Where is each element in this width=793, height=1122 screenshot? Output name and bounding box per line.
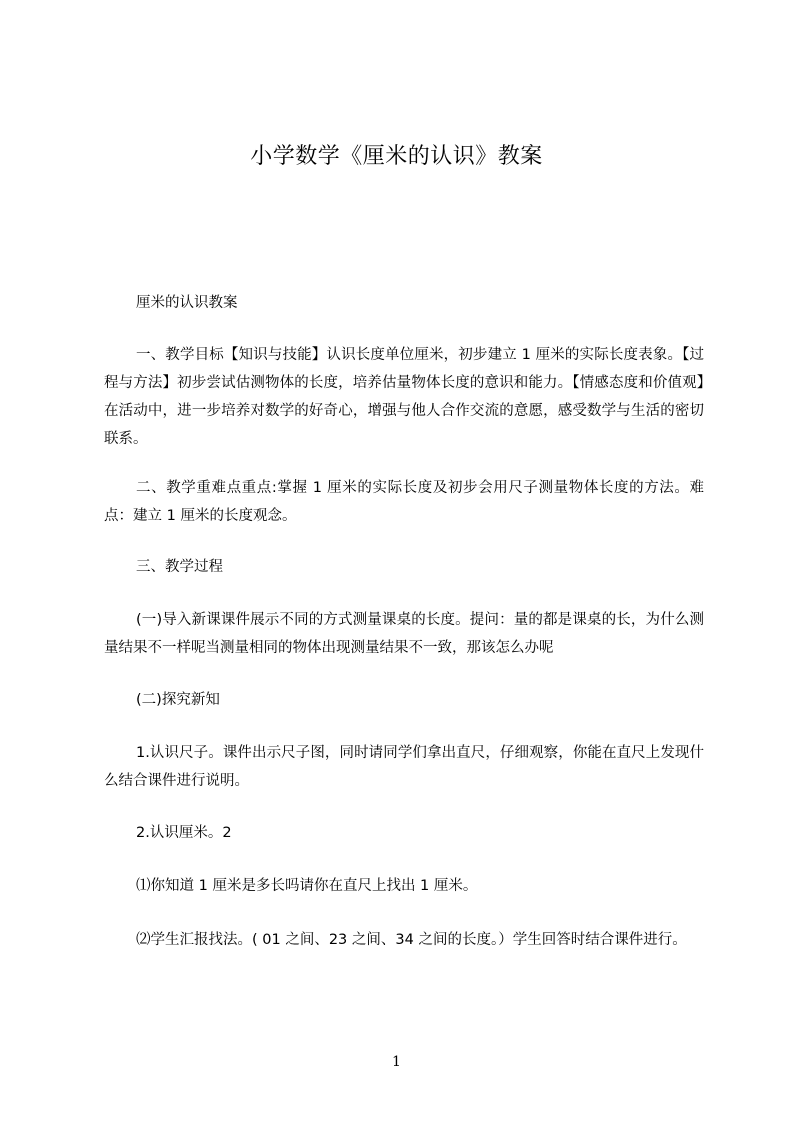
paragraph-introduction: (一)导入新课课件展示不同的方式测量课桌的长度。提问：量的都是课桌的长，为什么测量结果不一样呢当测量相同的物体出现测量结果不一致，那该怎么办呢 [104,612,704,656]
paragraph-explore-heading: (二)探究新知 [136,692,220,708]
paragraph-subtitle: 厘米的认识教案 [136,295,238,311]
page-number: 1 [392,1054,401,1070]
paragraph-question-2: ⑵学生汇报找法。( 01 之间、23 之间、34 之间的长度。）学生回答时结合课件进行。 [136,932,687,948]
paragraph-key-points: 二、教学重难点重点:掌握 1 厘米的实际长度及初步会用尺子测量物体长度的方法。难点：建立 1 厘米的长度观念。 [104,480,704,524]
paragraph-question-1: ⑴你知道 1 厘米是多长吗请你在直尺上找出 1 厘米。 [136,878,478,894]
document-title: 小学数学《厘米的认识》教案 [250,144,543,169]
paragraph-teaching-goals: 一、教学目标【知识与技能】认识长度单位厘米，初步建立 1 厘米的实际长度表象。【过程与方法】初步尝试估测物体的长度，培养估量物体长度的意识和能力。【情感态度和价值观】在活动中，进一步培养对数学的好奇心，增强与他人合作交流的意愿，感受数学与生活的密切联系。 [104,347,704,447]
paragraph-know-ruler: 1.认识尺子。课件出示尺子图，同时请同学们拿出直尺，仔细观察，你能在直尺上发现什么结合课件进行说明。 [104,745,704,789]
paragraph-teaching-process-heading: 三、教学过程 [136,559,223,575]
paragraph-know-centimeter: 2.认识厘米。2 [136,825,232,841]
